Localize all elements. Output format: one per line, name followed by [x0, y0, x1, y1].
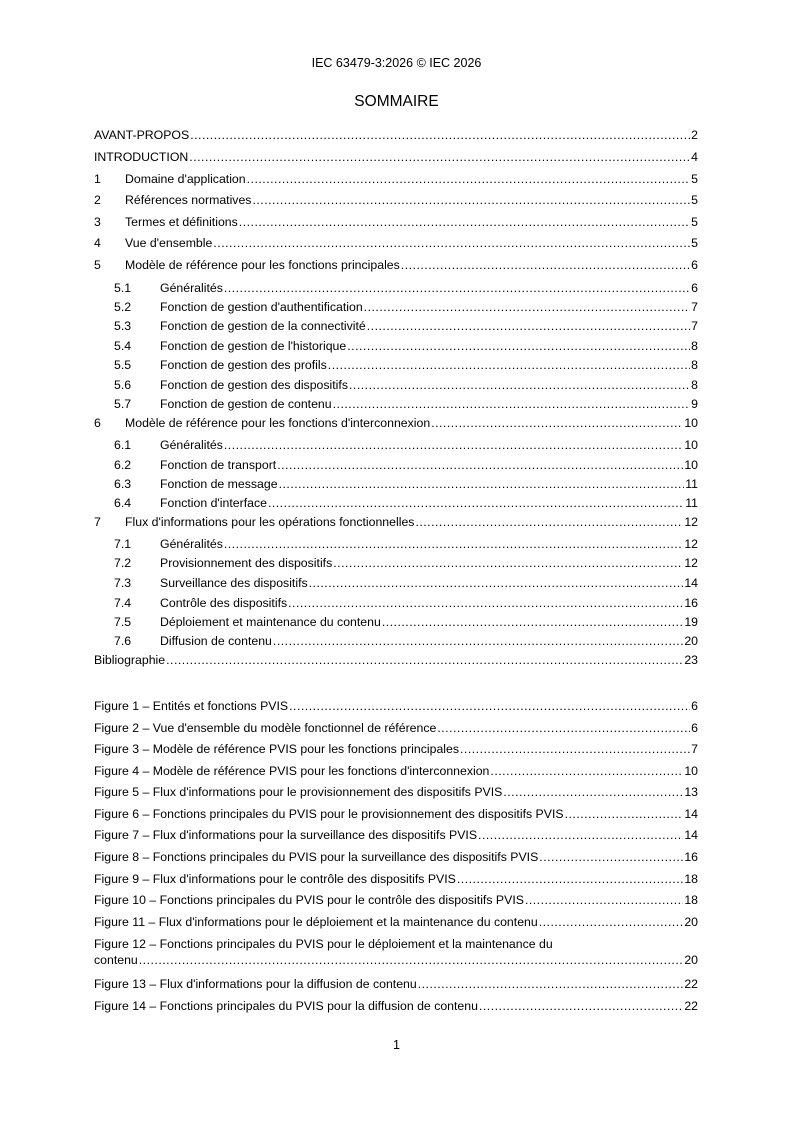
toc-entry[interactable] — [94, 596, 698, 610]
figure-entry-title: Figure 9 – Flux d'informations pour le contrôle des dispositifs PVIS — [94, 872, 456, 886]
toc-entry-title: Fonction de gestion de l'historique — [160, 339, 347, 353]
dot-leader — [503, 785, 683, 799]
toc-entry-number: 7.5 — [114, 615, 132, 629]
page-title: SOMMAIRE — [354, 93, 439, 110]
toc-entry[interactable] — [94, 281, 698, 295]
figure-entry[interactable] — [94, 999, 698, 1013]
toc-entry-page: 8 — [691, 339, 698, 353]
figure-entry[interactable] — [94, 828, 698, 842]
toc-entry-page: 12 — [684, 556, 698, 570]
toc-entry-title: Surveillance des dispositifs — [160, 576, 308, 590]
dot-leader — [364, 300, 691, 314]
figure-entry-title: Figure 5 – Flux d'informations pour le provisionnement des dispositifs PVIS — [94, 785, 503, 799]
toc-entry-page: 4 — [691, 150, 698, 164]
figure-entry-title: Figure 7 – Flux d'informations pour la surveillance des dispositifs PVIS — [94, 828, 478, 842]
toc-entry-number: 6.3 — [114, 477, 132, 491]
dot-leader — [479, 999, 683, 1013]
figure-entry[interactable] — [94, 742, 698, 756]
toc-entry-title: Bibliographie — [94, 653, 166, 667]
toc-entry-number: 6.4 — [114, 496, 132, 510]
toc-entry[interactable] — [94, 339, 698, 353]
figure-entry-page: 22 — [684, 977, 698, 991]
toc-entry-page: 11 — [685, 477, 698, 491]
toc-entry-title: Généralités — [160, 537, 223, 551]
dot-leader — [224, 281, 690, 295]
toc-entry-title: Généralités — [160, 438, 223, 452]
dot-leader — [247, 172, 691, 186]
toc-entry-title: Provisionnement des dispositifs — [160, 556, 333, 570]
toc-entry-page: 5 — [691, 236, 698, 250]
toc-entry-page: 12 — [684, 515, 698, 529]
toc-entry-title: Références normatives — [125, 193, 252, 207]
toc-entry[interactable] — [94, 438, 698, 452]
toc-entry-title: Fonction de gestion de contenu — [160, 397, 332, 411]
toc-entry-title: Domaine d'application — [125, 172, 246, 186]
dot-leader — [539, 915, 684, 929]
toc-entry[interactable] — [94, 150, 698, 164]
toc-entry-page: 10 — [684, 458, 698, 472]
toc-entry-title: Contrôle des dispositifs — [160, 596, 288, 610]
dot-leader — [460, 742, 690, 756]
toc-entry-page: 23 — [684, 653, 698, 667]
dot-leader — [457, 872, 683, 886]
dot-leader — [166, 653, 683, 667]
toc-entry[interactable] — [94, 615, 698, 629]
figure-entry[interactable] — [94, 872, 698, 886]
toc-entry-page: 5 — [691, 193, 698, 207]
toc-entry-page: 14 — [684, 576, 698, 590]
toc-entry[interactable] — [94, 477, 698, 491]
toc-entry-number: 6.1 — [114, 438, 132, 452]
dot-leader — [539, 850, 683, 864]
dot-leader — [437, 721, 690, 735]
toc-entry-number: 7.3 — [114, 576, 132, 590]
toc-entry-title: Fonction d'interface — [160, 496, 267, 510]
dot-leader — [190, 128, 690, 142]
figure-entry-page: 14 — [684, 828, 698, 842]
dot-leader — [277, 458, 683, 472]
toc-entry-number: 4 — [94, 236, 101, 250]
toc-entry-number: 5.3 — [114, 319, 132, 333]
figure-entry-page: 7 — [691, 742, 698, 756]
toc-entry-number: 5.6 — [114, 378, 132, 392]
toc-entry-title: Fonction de gestion de la connectivité — [160, 319, 366, 333]
toc-entry-number: 5.7 — [114, 397, 132, 411]
figure-entry-title: Figure 2 – Vue d'ensemble du modèle fonctionnel de référence — [94, 721, 437, 735]
toc-entry-page: 12 — [684, 537, 698, 551]
figure-entry-page: 20 — [684, 953, 698, 967]
toc-entry-page: 6 — [691, 258, 698, 272]
figure-entry-title: Figure 4 – Modèle de référence PVIS pour les fonctions d'interconnexion — [94, 764, 490, 778]
toc-entry[interactable] — [94, 556, 698, 570]
toc-entry-number: 3 — [94, 215, 101, 229]
dot-leader — [418, 977, 684, 991]
figure-entry[interactable] — [94, 785, 698, 799]
dot-leader — [252, 193, 690, 207]
toc-entry[interactable] — [94, 653, 698, 667]
dot-leader — [328, 358, 690, 372]
running-header: IEC 63479-3:2026 © IEC 2026 — [311, 56, 482, 70]
toc-entry[interactable] — [94, 496, 698, 510]
toc-entry[interactable] — [94, 515, 698, 529]
toc-entry-page: 8 — [691, 358, 698, 372]
figure-entry-page: 6 — [691, 699, 698, 713]
toc-entry-number: 7 — [94, 515, 101, 529]
dot-leader — [309, 576, 684, 590]
toc-entry[interactable] — [94, 378, 698, 392]
figure-entry-title: Figure 12 – Fonctions principales du PVIS pour le déploiement et la maintenance du — [94, 937, 553, 951]
toc-entry-title: Diffusion de contenu — [160, 634, 272, 648]
figure-entry-page: 22 — [684, 999, 698, 1013]
figure-entry[interactable] — [94, 764, 698, 778]
toc-entry-title: Fonction de message — [160, 477, 278, 491]
figure-entry[interactable] — [94, 850, 698, 864]
dot-leader — [189, 150, 690, 164]
figure-entry-title: Figure 11 – Flux d'informations pour le déploiement et la maintenance du contenu — [94, 915, 538, 929]
figure-entry-page: 6 — [691, 721, 698, 735]
toc-entry-page: 8 — [691, 378, 698, 392]
toc-entry[interactable] — [94, 537, 698, 551]
toc-entry-title: Fonction de gestion d'authentification — [160, 300, 363, 314]
dot-leader — [349, 378, 690, 392]
toc-entry[interactable] — [94, 397, 698, 411]
toc-entry[interactable] — [94, 634, 698, 648]
figure-entry-title-cont: contenu — [94, 953, 138, 967]
toc-entry-title: Flux d'informations pour les opérations fonctionnelles — [125, 515, 415, 529]
dot-leader — [213, 236, 690, 250]
dot-leader — [139, 953, 684, 967]
figure-entry-title: Figure 8 – Fonctions principales du PVIS pour la surveillance des dispositifs PVIS — [94, 850, 539, 864]
dot-leader — [224, 537, 683, 551]
toc-entry-page: 7 — [691, 319, 698, 333]
toc-entry-page: 9 — [691, 397, 698, 411]
figure-entry-title: Figure 13 – Flux d'informations pour la diffusion de contenu — [94, 977, 417, 991]
figure-entry[interactable] — [94, 893, 698, 907]
toc-entry-number: 1 — [94, 172, 101, 186]
dot-leader — [279, 477, 685, 491]
toc-entry-page: 10 — [684, 416, 698, 430]
figure-entry[interactable] — [94, 699, 698, 713]
toc-entry-title: INTRODUCTION — [94, 150, 189, 164]
toc-entry-title: Fonction de transport — [160, 458, 277, 472]
toc-entry-page: 20 — [684, 634, 698, 648]
dot-leader — [565, 807, 684, 821]
toc-entry-title: Déploiement et maintenance du contenu — [160, 615, 381, 629]
toc-entry-title: Fonction de gestion des profils — [160, 358, 327, 372]
toc-entry-page: 5 — [691, 172, 698, 186]
toc-entry-title: Modèle de référence pour les fonctions d'interconnexion — [125, 416, 431, 430]
toc-entry[interactable] — [94, 416, 698, 430]
toc-entry-page: 2 — [691, 128, 698, 142]
toc-entry-title: Modèle de référence pour les fonctions principales — [125, 258, 400, 272]
toc-entry-page: 11 — [685, 496, 698, 510]
toc-entry-number: 2 — [94, 193, 101, 207]
dot-leader — [525, 893, 683, 907]
page-number: 1 — [393, 1038, 400, 1052]
figure-entry-page: 10 — [684, 764, 698, 778]
toc-entry[interactable] — [94, 193, 698, 207]
toc-entry[interactable] — [94, 215, 698, 229]
dot-leader — [268, 496, 684, 510]
toc-entry[interactable] — [94, 128, 698, 142]
toc-entry-page: 5 — [691, 215, 698, 229]
dot-leader — [333, 556, 683, 570]
dot-leader — [347, 339, 690, 353]
toc-entry[interactable] — [94, 300, 698, 314]
toc-entry-page: 7 — [691, 300, 698, 314]
figure-entry[interactable] — [94, 807, 698, 821]
figure-entry-title: Figure 3 – Modèle de référence PVIS pour les fonctions principales — [94, 742, 460, 756]
toc-entry-number: 6.2 — [114, 458, 132, 472]
figure-entry-page: 16 — [684, 850, 698, 864]
toc-entry-number: 5.5 — [114, 358, 132, 372]
toc-entry-number: 5.2 — [114, 300, 132, 314]
dot-leader — [401, 258, 690, 272]
figure-entry-title: Figure 10 – Fonctions principales du PVIS pour le contrôle des dispositifs PVIS — [94, 893, 524, 907]
toc-entry-number: 5 — [94, 258, 101, 272]
dot-leader — [239, 215, 690, 229]
toc-entry-number: 6 — [94, 416, 101, 430]
figure-entry-page: 14 — [684, 807, 698, 821]
dot-leader — [478, 828, 683, 842]
toc-entry[interactable] — [94, 258, 698, 272]
figure-entry-page: 13 — [684, 785, 698, 799]
dot-leader — [289, 699, 690, 713]
figure-entry[interactable] — [94, 953, 698, 967]
toc-entry-page: 6 — [691, 281, 698, 295]
toc-entry-page: 10 — [684, 438, 698, 452]
figure-entry[interactable] — [94, 721, 698, 735]
figure-entry-page: 18 — [684, 872, 698, 886]
dot-leader — [382, 615, 684, 629]
toc-entry-title: Vue d'ensemble — [125, 236, 213, 250]
toc-entry[interactable] — [94, 576, 698, 590]
dot-leader — [415, 515, 683, 529]
toc-entry-title: Généralités — [160, 281, 223, 295]
dot-leader — [273, 634, 683, 648]
figure-entry[interactable] — [94, 977, 698, 991]
figure-entry-page: 18 — [684, 893, 698, 907]
toc-entry-number: 7.2 — [114, 556, 132, 570]
toc-entry[interactable] — [94, 172, 698, 186]
toc-entry-title: Termes et définitions — [125, 215, 238, 229]
toc-entry[interactable] — [94, 319, 698, 333]
toc-entry-number: 7.6 — [114, 634, 132, 648]
dot-leader — [490, 764, 683, 778]
toc-entry[interactable] — [94, 458, 698, 472]
toc-entry-page: 16 — [684, 596, 698, 610]
figure-entry-title: Figure 14 – Fonctions principales du PVIS pour la diffusion de contenu — [94, 999, 478, 1013]
dot-leader — [224, 438, 683, 452]
figure-entry[interactable] — [94, 915, 698, 929]
toc-entry-title: AVANT-PROPOS — [94, 128, 190, 142]
toc-entry-number: 5.4 — [114, 339, 132, 353]
toc-entry[interactable] — [94, 358, 698, 372]
dot-leader — [333, 397, 691, 411]
figure-entry-line1[interactable] — [94, 937, 698, 951]
toc-entry-number: 7.1 — [114, 537, 132, 551]
toc-entry-number: 5.1 — [114, 281, 132, 295]
toc-entry[interactable] — [94, 236, 698, 250]
figure-entry-page: 20 — [684, 915, 698, 929]
dot-leader — [431, 416, 683, 430]
figure-entry-title: Figure 1 – Entités et fonctions PVIS — [94, 699, 289, 713]
toc-entry-page: 19 — [684, 615, 698, 629]
toc-entry-title: Fonction de gestion des dispositifs — [160, 378, 348, 392]
dot-leader — [367, 319, 690, 333]
dot-leader — [288, 596, 683, 610]
toc-entry-number: 7.4 — [114, 596, 132, 610]
figure-entry-title: Figure 6 – Fonctions principales du PVIS pour le provisionnement des dispositifs PVIS — [94, 807, 564, 821]
